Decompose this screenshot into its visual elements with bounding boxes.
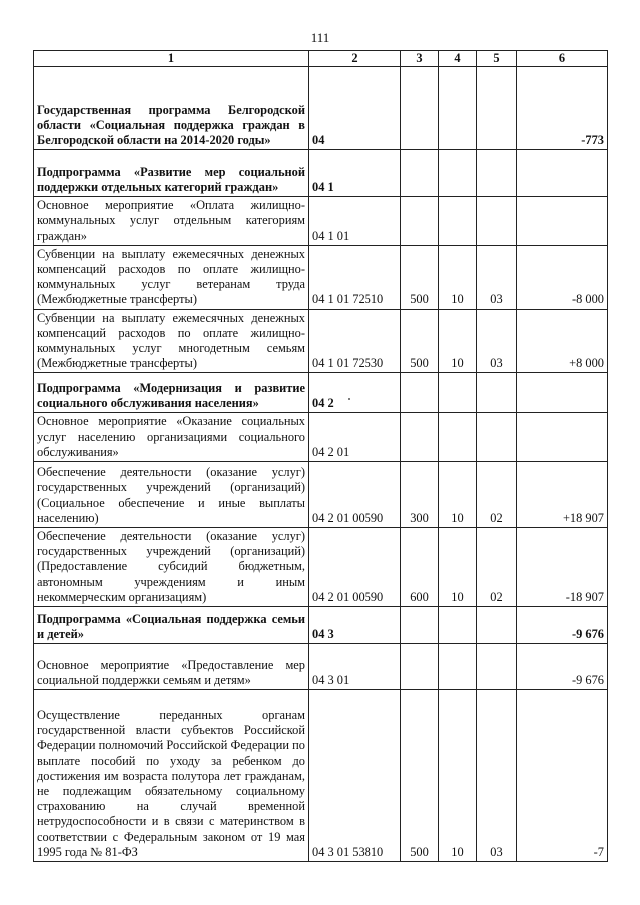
table-row — [34, 690, 608, 862]
row-name-cell: Основное мероприятие «Оказание социальных услуг населению организациями социального обслуживания» — [34, 413, 309, 462]
row-code-cell: 04 2 01 — [309, 413, 401, 462]
row-name-cell: Обеспечение деятельности (оказание услуг) государственных учреждений (организаций) (Предоставление субсидий бюджетным, автономным учреждениям и иным некоммерческим организациям) — [34, 528, 309, 607]
row-code-cell: 04 1 — [309, 150, 401, 197]
row-subsection-cell: 03 — [477, 690, 517, 862]
row-name-cell: Субвенции на выплату ежемесячных денежных компенсаций расходов по оплате жилищно-коммунальных услуг ветеранам труда (Межбюджетные трансферты) — [34, 245, 309, 309]
row-expense-type-cell — [401, 413, 439, 462]
row-name-cell: Подпрограмма «Социальная поддержка семьи и детей» — [34, 607, 309, 644]
row-expense-type-cell — [401, 150, 439, 197]
table-row — [34, 67, 608, 150]
table-row — [34, 245, 608, 309]
row-amount-cell: -7 — [517, 690, 608, 862]
row-section-cell — [439, 644, 477, 690]
row-expense-type-cell: 500 — [401, 309, 439, 373]
column-header: 1 — [34, 51, 309, 67]
row-amount-cell — [517, 197, 608, 246]
row-expense-type-cell: 500 — [401, 690, 439, 862]
row-name-cell: Основное мероприятие «Предоставление мер социальной поддержки семьям и детям» — [34, 644, 309, 690]
header-row — [34, 51, 608, 67]
column-header: 2 — [309, 51, 401, 67]
row-code-cell: 04 1 01 — [309, 197, 401, 246]
row-section-cell: 10 — [439, 690, 477, 862]
table-row — [34, 309, 608, 373]
row-amount-cell: +18 907 — [517, 462, 608, 528]
row-code-cell: 04 — [309, 67, 401, 150]
row-code-cell: 04 1 01 72510 — [309, 245, 401, 309]
table-row — [34, 197, 608, 246]
row-section-cell — [439, 67, 477, 150]
row-amount-cell: -9 676 — [517, 607, 608, 644]
row-subsection-cell: 03 — [477, 245, 517, 309]
row-expense-type-cell — [401, 644, 439, 690]
row-expense-type-cell — [401, 197, 439, 246]
row-amount-cell: -773 — [517, 67, 608, 150]
row-code-cell: 04 2 01 00590 — [309, 528, 401, 607]
row-amount-cell: -9 676 — [517, 644, 608, 690]
page-number: 111 — [310, 30, 330, 45]
row-subsection-cell: 02 — [477, 462, 517, 528]
table-row — [34, 150, 608, 197]
row-section-cell — [439, 607, 477, 644]
row-subsection-cell — [477, 644, 517, 690]
row-subsection-cell — [477, 413, 517, 462]
row-subsection-cell — [477, 197, 517, 246]
row-section-cell: 10 — [439, 245, 477, 309]
row-amount-cell — [517, 150, 608, 197]
row-subsection-cell: 02 — [477, 528, 517, 607]
row-code-cell: 04 3 — [309, 607, 401, 644]
row-section-cell — [439, 150, 477, 197]
row-section-cell — [439, 413, 477, 462]
column-header: 3 — [401, 51, 439, 67]
row-subsection-cell — [477, 373, 517, 413]
row-code-cell: 04 2 01 00590 — [309, 462, 401, 528]
budget-table — [33, 50, 608, 862]
table-row — [34, 413, 608, 462]
table-row — [34, 644, 608, 690]
row-code-cell: 04 1 01 72530 — [309, 309, 401, 373]
row-expense-type-cell: 600 — [401, 528, 439, 607]
row-code-cell: 04 2 — [309, 373, 401, 413]
column-header: 4 — [439, 51, 477, 67]
row-amount-cell — [517, 413, 608, 462]
column-header: 5 — [477, 51, 517, 67]
row-section-cell — [439, 373, 477, 413]
row-name-cell: Осуществление переданных органам государственной власти субъектов Российской Федерации полномочий Российской Федерации по выплате пособий по уходу за ребенком до достижения им возраста полутора лет гражданам, не подлежащим обязательному социальному страхованию на случай временной нетрудоспособности и в связи с материнством в соответствии с Федеральным законом от 19 мая 1995 года № 81-ФЗ — [34, 690, 309, 862]
row-expense-type-cell — [401, 373, 439, 413]
row-section-cell — [439, 197, 477, 246]
row-section-cell: 10 — [439, 309, 477, 373]
row-subsection-cell — [477, 67, 517, 150]
row-section-cell: 10 — [439, 462, 477, 528]
scan-speck — [348, 398, 350, 400]
row-amount-cell: -18 907 — [517, 528, 608, 607]
row-code-cell: 04 3 01 53810 — [309, 690, 401, 862]
row-amount-cell: -8 000 — [517, 245, 608, 309]
row-amount-cell: +8 000 — [517, 309, 608, 373]
table-row — [34, 528, 608, 607]
row-name-cell: Обеспечение деятельности (оказание услуг) государственных учреждений (организаций) (Социальное обеспечение и иные выплаты населению) — [34, 462, 309, 528]
row-section-cell: 10 — [439, 528, 477, 607]
table-row — [34, 462, 608, 528]
row-amount-cell — [517, 373, 608, 413]
row-subsection-cell: 03 — [477, 309, 517, 373]
table-row — [34, 607, 608, 644]
row-name-cell: Основное мероприятие «Оплата жилищно-коммунальных услуг отдельным категориям граждан» — [34, 197, 309, 246]
column-header: 6 — [517, 51, 608, 67]
row-expense-type-cell: 300 — [401, 462, 439, 528]
row-name-cell: Подпрограмма «Развитие мер социальной поддержки отдельных категорий граждан» — [34, 150, 309, 197]
row-expense-type-cell: 500 — [401, 245, 439, 309]
row-name-cell: Субвенции на выплату ежемесячных денежных компенсаций расходов по оплате жилищно-коммунальных услуг многодетным семьям (Межбюджетные трансферты) — [34, 309, 309, 373]
row-name-cell: Подпрограмма «Модернизация и развитие социального обслуживания населения» — [34, 373, 309, 413]
row-name-cell: Государственная программа Белгородской области «Социальная поддержка граждан в Белгородской области на 2014-2020 годы» — [34, 67, 309, 150]
row-subsection-cell — [477, 150, 517, 197]
row-subsection-cell — [477, 607, 517, 644]
table-row — [34, 373, 608, 413]
row-expense-type-cell — [401, 67, 439, 150]
row-code-cell: 04 3 01 — [309, 644, 401, 690]
row-expense-type-cell — [401, 607, 439, 644]
